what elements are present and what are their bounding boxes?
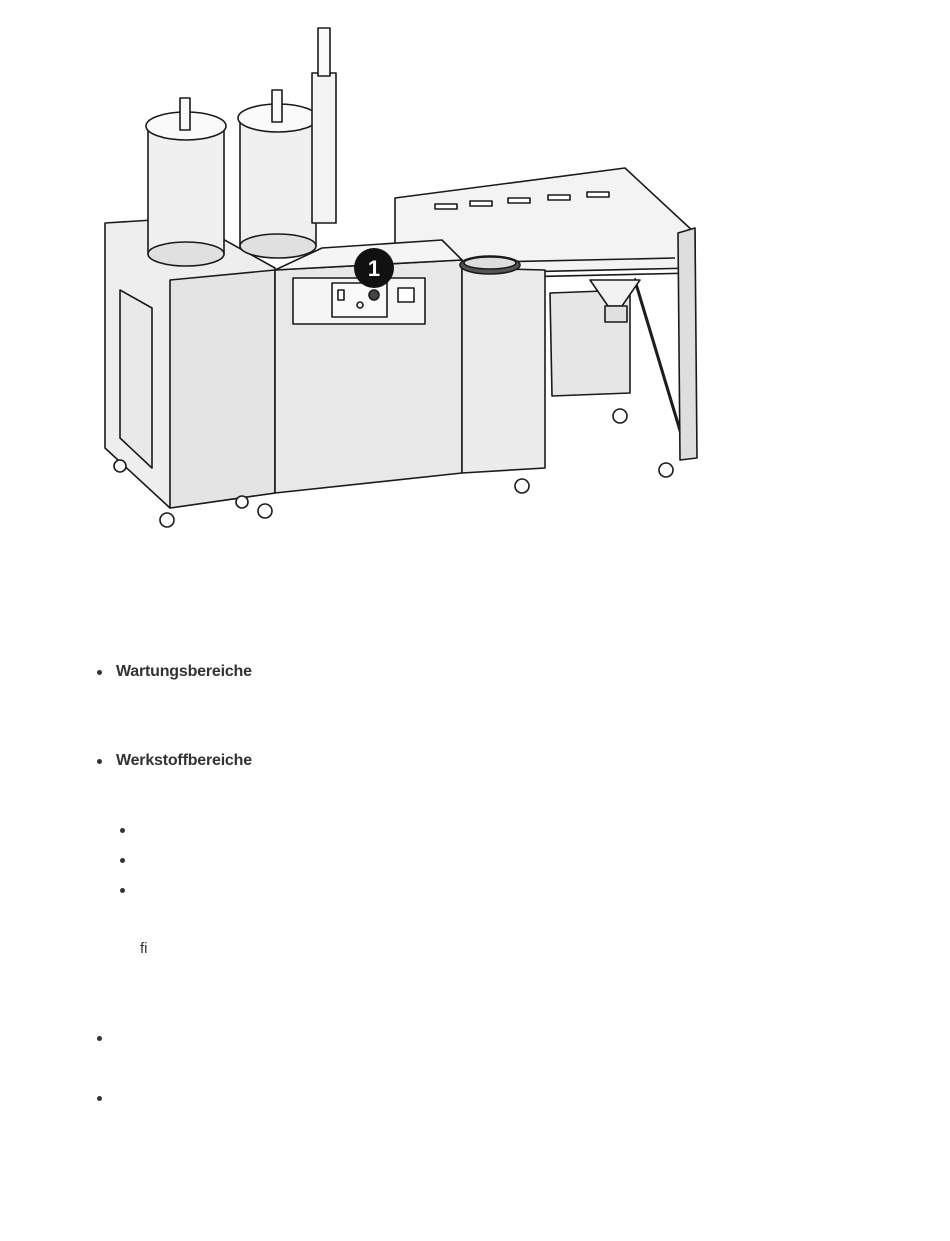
right-cabinet: [462, 268, 545, 473]
machine-illustration: [90, 18, 710, 538]
nested-bullet: [120, 828, 125, 833]
nested-bullet: [120, 888, 125, 893]
nested-bullet: [120, 858, 125, 863]
bullet: [97, 1096, 102, 1101]
stray-glyph: fi: [140, 940, 148, 957]
callout-number: 1: [367, 256, 381, 281]
tall-pipe: [312, 73, 336, 223]
bullet: [97, 759, 102, 764]
bullet: [97, 670, 102, 675]
right-post: [678, 228, 697, 460]
list-item-wartungsbereiche: Wartungsbereiche: [116, 663, 252, 680]
side-door: [120, 290, 152, 468]
tank-right: [240, 118, 316, 246]
bullet: [97, 1036, 102, 1041]
tank-left: [148, 126, 224, 254]
list-item-werkstoffbereiche: Werkstoffbereiche: [116, 752, 252, 769]
